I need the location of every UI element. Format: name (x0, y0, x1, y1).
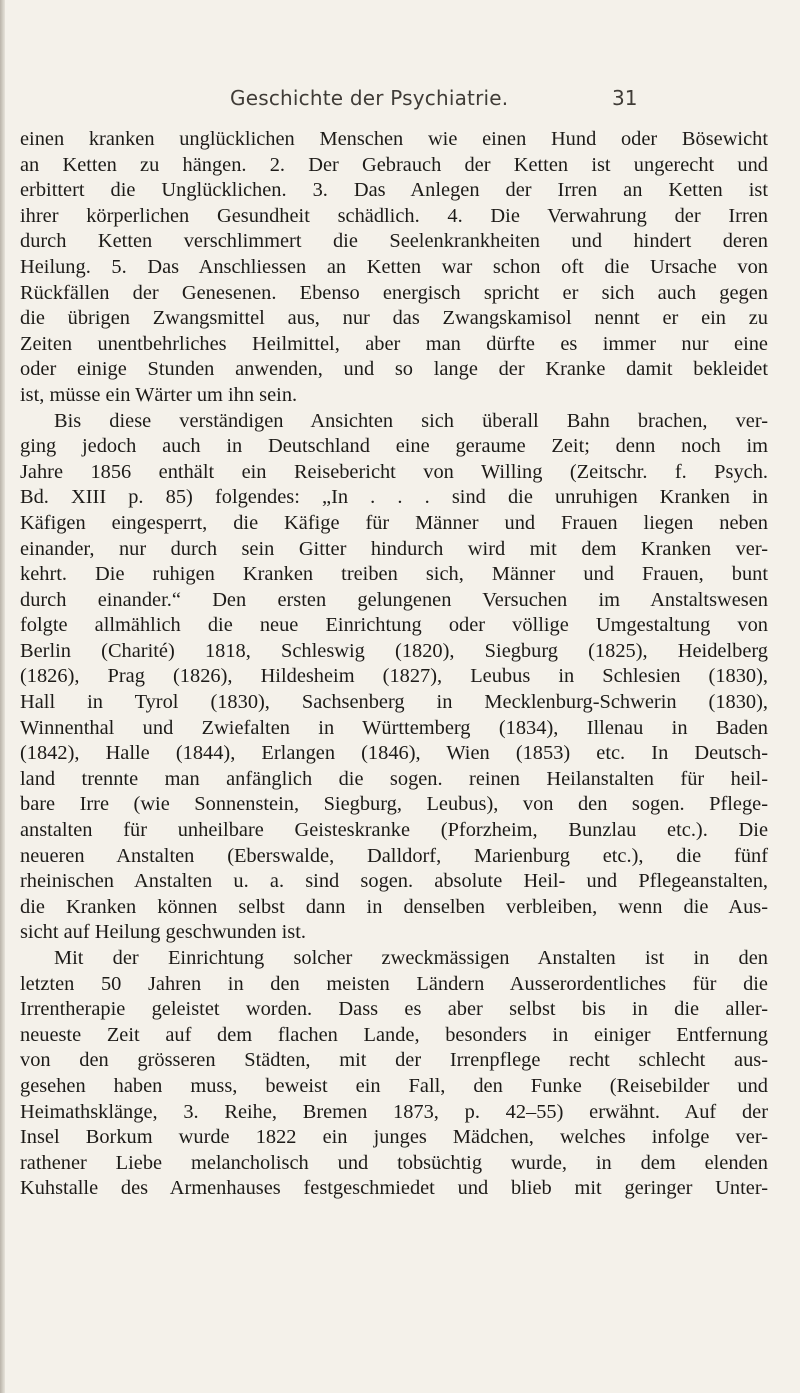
text-line: Heimathsklänge, 3. Reihe, Bremen 1873, p. 42–55) erwähnt. Auf der (20, 1100, 768, 1123)
text-line: Winnenthal und Zwiefalten in Württemberg (1834), Illenau in Baden (20, 716, 768, 739)
text-line: folgte allmählich die neue Einrichtung oder völlige Umgestaltung von (20, 614, 768, 637)
text-line: die Kranken können selbst dann in denselben verbleiben, wenn die Aus- (20, 895, 768, 918)
text-line: neueste Zeit auf dem flachen Lande, besonders in einiger Entfernung (20, 1023, 768, 1046)
text-line: bare Irre (wie Sonnenstein, Siegburg, Leubus), von den sogen. Pflege- (20, 793, 768, 816)
text-line: rathener Liebe melancholisch und tobsüchtig wurde, in dem elenden (20, 1151, 768, 1174)
page-gutter-edge (0, 0, 5, 1393)
body-text (20, 127, 768, 1202)
text-line: ist, müsse ein Wärter um ihn sein. (20, 383, 298, 406)
text-line: Zeiten unentbehrliches Heilmittel, aber man dürfte es immer nur eine (20, 332, 768, 355)
text-line: ging jedoch auch in Deutschland eine geraume Zeit; denn noch im (20, 435, 768, 458)
text-line: anstalten für unheilbare Geisteskranke (Pforzheim, Bunzlau etc.). Die (20, 819, 768, 842)
text-line: Kuhstalle des Armenhauses festgeschmiedet und blieb mit geringer Unter- (20, 1177, 768, 1200)
text-line: Bis diese verständigen Ansichten sich überall Bahn brachen, ver- (54, 409, 768, 432)
text-line: sicht auf Heilung geschwunden ist. (20, 921, 306, 944)
text-line: letzten 50 Jahren in den meisten Ländern Ausserordentliches für die (20, 972, 768, 995)
text-line: land trennte man anfänglich die sogen. reinen Heilanstalten für heil- (20, 767, 768, 790)
text-line: durch einander.“ Den ersten gelungenen Versuchen im Anstaltswesen (20, 588, 768, 611)
text-line: durch Ketten verschlimmert die Seelenkrankheiten und hindert deren (20, 230, 768, 253)
text-line: einander, nur durch sein Gitter hindurch wird mit dem Kranken ver- (20, 537, 768, 560)
running-title: Geschichte der Psychiatrie. (230, 86, 509, 110)
text-line: Mit der Einrichtung solcher zweckmässigen Anstalten ist in den (54, 947, 768, 969)
text-line: rheinischen Anstalten u. a. sind sogen. absolute Heil- und Pflegeanstalten, (20, 870, 768, 893)
text-line: Jahre 1856 enthält ein Reisebericht von Willing (Zeitschr. f. Psych. (20, 460, 768, 483)
text-line: die übrigen Zwangsmittel aus, nur das Zwangskamisol nennt er ein zu (20, 307, 768, 330)
text-line: (1842), Halle (1844), Erlangen (1846), Wien (1853) etc. In Deutsch- (20, 742, 768, 765)
text-line: Rückfällen der Genesenen. Ebenso energisch spricht er sich auch gegen (20, 281, 768, 304)
text-line: kehrt. Die ruhigen Kranken treiben sich, Männer und Frauen, bunt (20, 563, 768, 586)
text-line: Käfigen eingesperrt, die Käfige für Männer und Frauen liegen neben (20, 511, 768, 534)
text-line: Heilung. 5. Das Anschliessen an Ketten war schon oft die Ursache von (20, 255, 768, 278)
text-line: einen kranken unglücklichen Menschen wie einen Hund oder Bösewicht (20, 128, 768, 150)
text-line: oder einige Stunden anwenden, und so lange der Kranke damit bekleidet (20, 358, 768, 381)
text-line: Hall in Tyrol (1830), Sachsenberg in Mecklenburg-Schwerin (1830), (20, 691, 768, 714)
text-line: Insel Borkum wurde 1822 ein junges Mädchen, welches infolge ver- (20, 1126, 768, 1149)
text-line: ihrer körperlichen Gesundheit schädlich. 4. Die Verwahrung der Irren (20, 204, 768, 227)
text-line: Berlin (Charité) 1818, Schleswig (1820), Siegburg (1825), Heidelberg (20, 639, 768, 662)
text-line: gesehen haben muss, beweist ein Fall, den Funke (Reisebilder und (20, 1074, 768, 1097)
text-line: Irrentherapie geleistet worden. Dass es aber selbst bis in die aller- (20, 998, 768, 1021)
text-line: erbittert die Unglücklichen. 3. Das Anlegen der Irren an Ketten ist (20, 179, 768, 202)
page-number: 31 (612, 86, 638, 110)
text-line: von den grösseren Städten, mit der Irrenpflege recht schlecht aus- (20, 1049, 768, 1072)
text-line: an Ketten zu hängen. 2. Der Gebrauch der Ketten ist ungerecht und (20, 153, 768, 176)
text-line: Bd. XIII p. 85) folgendes: „In . . . sind die unruhigen Kranken in (20, 486, 768, 509)
text-line: neueren Anstalten (Eberswalde, Dalldorf, Marienburg etc.), die fünf (20, 844, 768, 867)
text-line: (1826), Prag (1826), Hildesheim (1827), Leubus in Schlesien (1830), (20, 665, 768, 688)
